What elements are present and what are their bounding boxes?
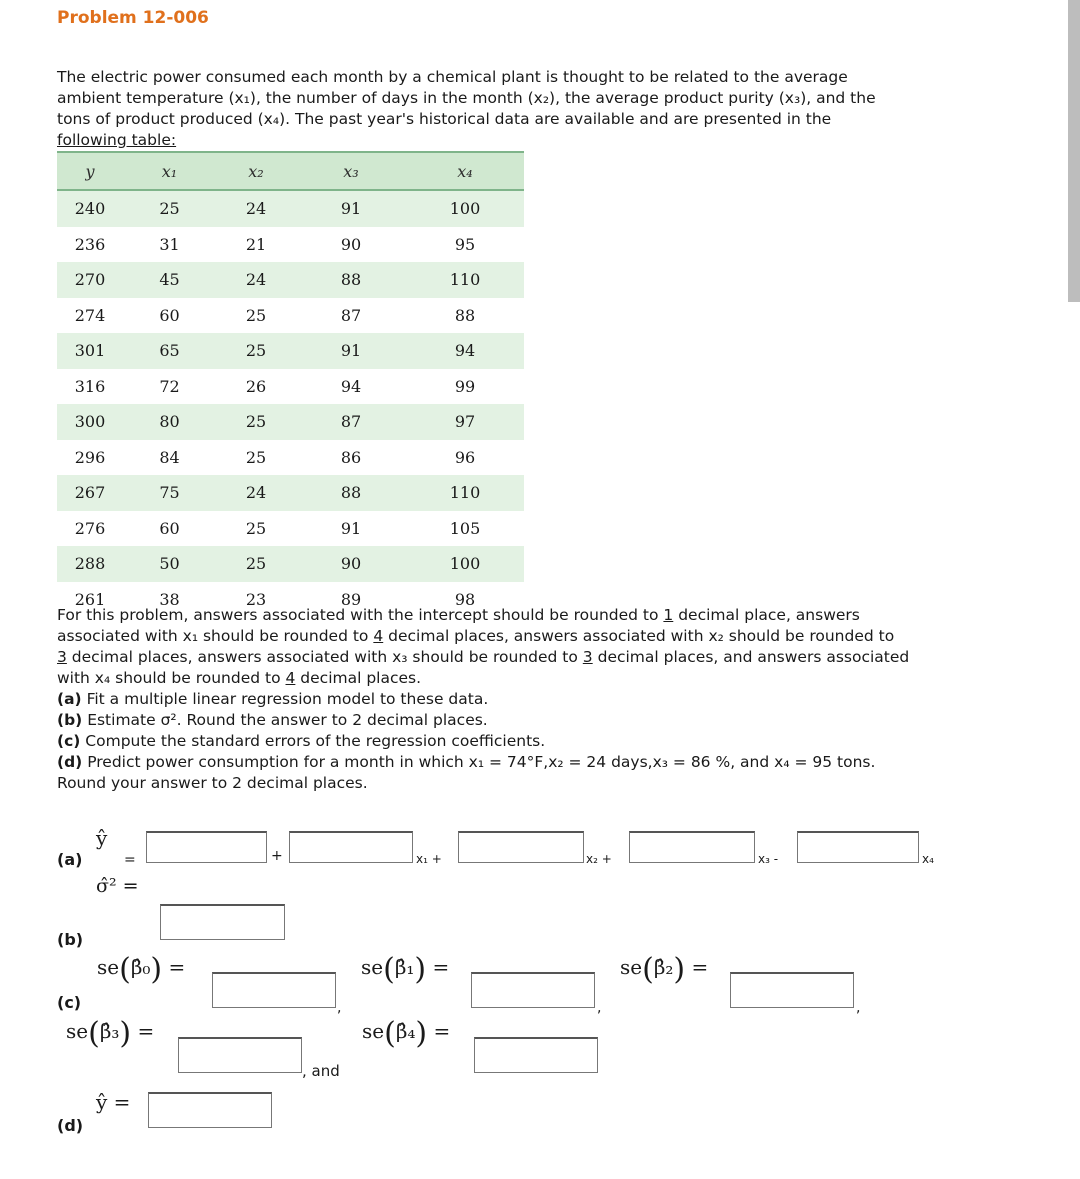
table-row bbox=[57, 369, 524, 405]
x2-coefficient-input[interactable] bbox=[458, 831, 584, 863]
part-label: (d) bbox=[57, 753, 83, 771]
table-cell: 270 bbox=[57, 262, 123, 298]
instruction-number: 1 bbox=[663, 606, 674, 624]
sigma-squared-input[interactable] bbox=[160, 904, 285, 940]
table-cell: 267 bbox=[57, 475, 123, 511]
part-label: (a) bbox=[57, 690, 82, 708]
instruction-text: decimal places, and answers associated bbox=[592, 648, 910, 666]
table-header: x₂ bbox=[216, 152, 296, 190]
table-cell: 25 bbox=[216, 333, 296, 369]
table-cell: 25 bbox=[216, 404, 296, 440]
table-cell: 75 bbox=[123, 475, 216, 511]
table-cell: 24 bbox=[216, 190, 296, 227]
paren: ) bbox=[415, 1016, 428, 1051]
table-cell: 105 bbox=[449, 518, 481, 538]
intro-line: ambient temperature (x₁), the number of days in the month (x₂), the average product purity (x₃), and the bbox=[57, 89, 876, 107]
part-label: (b) bbox=[57, 711, 83, 729]
and-text: , and bbox=[302, 1062, 340, 1080]
se-beta2-input[interactable] bbox=[730, 972, 854, 1008]
part-a-text: Fit a multiple linear regression model to these data. bbox=[81, 690, 489, 708]
table-cell: 25 bbox=[216, 546, 296, 582]
table-cell: 25 bbox=[245, 518, 267, 538]
beta1-symbol: β̂₁ bbox=[394, 955, 415, 979]
table-cell: 300 bbox=[57, 404, 123, 440]
se-beta4-label bbox=[362, 1016, 450, 1051]
data-table bbox=[57, 151, 524, 617]
se-beta2-label bbox=[620, 952, 708, 987]
part-label: (c) bbox=[57, 732, 81, 750]
instruction-number: 3 bbox=[582, 648, 593, 666]
table-cell: 274 bbox=[74, 305, 106, 325]
instruction-text: with x₄ should be rounded to bbox=[57, 669, 286, 687]
se-text: se bbox=[362, 1019, 385, 1043]
table-cell: 96 bbox=[454, 447, 476, 467]
se-text: se bbox=[361, 955, 384, 979]
table-cell: 84 bbox=[159, 447, 180, 467]
answer-label-b: (b) bbox=[57, 930, 84, 949]
instruction-text: decimal places, answers associated with x₂ should be rounded to bbox=[383, 627, 895, 645]
table-row bbox=[57, 298, 524, 334]
table-cell: 240 bbox=[57, 190, 123, 227]
intro-line: The electric power consumed each month by a chemical plant is thought to be related to the average bbox=[57, 68, 848, 86]
table-header: x₄ bbox=[406, 152, 524, 190]
answer-label-d: (d) bbox=[57, 1116, 84, 1135]
equals-sign: = bbox=[433, 1019, 451, 1043]
x2-term-label: x₂ + bbox=[586, 852, 612, 866]
se-beta3-label bbox=[66, 1016, 154, 1051]
beta4-symbol: β̂₄ bbox=[395, 1019, 416, 1043]
table-cell: 236 bbox=[74, 234, 106, 254]
se-beta0-label bbox=[97, 952, 185, 987]
answer-label-a: (a) bbox=[57, 850, 83, 869]
instruction-number: 3 bbox=[57, 648, 67, 666]
table-cell: 94 bbox=[340, 376, 362, 396]
table-row bbox=[57, 404, 524, 440]
x3-term-label: x₃ - bbox=[758, 852, 779, 866]
se-text: se bbox=[66, 1019, 89, 1043]
part-c-text: Compute the standard errors of the regression coefficients. bbox=[80, 732, 546, 750]
table-cell: 86 bbox=[340, 447, 362, 467]
table-cell: 65 bbox=[123, 333, 216, 369]
problem-title: Problem 12-006 bbox=[57, 8, 209, 28]
table-row bbox=[57, 475, 524, 511]
instruction-number: 4 bbox=[285, 669, 296, 687]
table-cell: 80 bbox=[123, 404, 216, 440]
paren: ) bbox=[119, 1016, 132, 1051]
comma: , bbox=[856, 1000, 861, 1016]
table-cell: 24 bbox=[216, 475, 296, 511]
x1-coefficient-input[interactable] bbox=[289, 831, 413, 863]
table-header: x₁ bbox=[123, 152, 216, 190]
table-cell: 301 bbox=[57, 333, 123, 369]
x1-term-label: x₁ + bbox=[416, 852, 442, 866]
table-cell: 91 bbox=[296, 190, 406, 227]
table-cell: 60 bbox=[159, 305, 180, 325]
table-cell: 110 bbox=[406, 475, 524, 511]
table-cell: 88 bbox=[296, 475, 406, 511]
equals-sign: = bbox=[124, 852, 136, 868]
beta0-symbol: β̂₀ bbox=[130, 955, 151, 979]
table-header: y bbox=[57, 152, 123, 190]
table-cell: 31 bbox=[159, 234, 180, 254]
table-cell: 25 bbox=[245, 305, 267, 325]
table-cell: 296 bbox=[74, 447, 106, 467]
equals-sign: = bbox=[691, 955, 709, 979]
paren: ) bbox=[414, 952, 427, 987]
table-cell: 72 bbox=[159, 376, 180, 396]
instruction-text: For this problem, answers associated with the intercept should be rounded to bbox=[57, 606, 664, 624]
y-hat-equals-label: ŷ = bbox=[96, 1090, 131, 1114]
table-cell: 25 bbox=[123, 190, 216, 227]
answer-label-c: (c) bbox=[57, 993, 82, 1012]
table-cell: 88 bbox=[454, 305, 476, 325]
paren: ) bbox=[673, 952, 686, 987]
se-beta0-input[interactable] bbox=[212, 972, 336, 1008]
table-cell: 100 bbox=[406, 190, 524, 227]
beta3-symbol: β̂₃ bbox=[99, 1019, 120, 1043]
table-cell: 60 bbox=[159, 518, 180, 538]
x4-term-label: x₄ bbox=[922, 852, 934, 866]
table-cell: 50 bbox=[123, 546, 216, 582]
x3-coefficient-input[interactable] bbox=[629, 831, 755, 863]
equals-sign: = bbox=[432, 955, 450, 979]
instruction-text: associated with x₁ should be rounded to bbox=[57, 627, 374, 645]
table-cell: 88 bbox=[296, 262, 406, 298]
table-row bbox=[57, 262, 524, 298]
equals-sign: = bbox=[168, 955, 186, 979]
paren: ( bbox=[88, 1016, 100, 1051]
y-hat-symbol: ŷ bbox=[96, 826, 108, 850]
paren: ( bbox=[384, 1016, 396, 1051]
table-cell: 87 bbox=[340, 305, 362, 325]
table-cell: 90 bbox=[296, 546, 406, 582]
table-cell: 100 bbox=[406, 546, 524, 582]
table-cell: 95 bbox=[454, 234, 476, 254]
table-cell: 26 bbox=[245, 376, 267, 396]
plus-sign: + bbox=[271, 848, 283, 864]
table-cell: 23 bbox=[245, 589, 267, 609]
se-text: se bbox=[620, 955, 643, 979]
scrollbar[interactable] bbox=[1068, 0, 1080, 302]
intro-line: following table: bbox=[57, 131, 177, 149]
paren: ( bbox=[383, 952, 395, 987]
beta2-symbol: β̂₂ bbox=[653, 955, 674, 979]
table-cell: 110 bbox=[406, 262, 524, 298]
table-cell: 316 bbox=[74, 376, 106, 396]
table-header: x₃ bbox=[296, 152, 406, 190]
table-cell: 45 bbox=[123, 262, 216, 298]
comma: , bbox=[337, 1000, 342, 1016]
table-cell: 99 bbox=[454, 376, 476, 396]
table-row bbox=[57, 227, 524, 263]
table-row bbox=[57, 440, 524, 476]
part-d-text: Predict power consumption for a month in which x₁ = 74°F,x₂ = 24 days,x₃ = 86 %, and x₄ = 95 tons. bbox=[82, 753, 876, 771]
instruction-text: decimal places, answers associated with x₃ should be rounded to bbox=[66, 648, 583, 666]
table-cell: 21 bbox=[245, 234, 267, 254]
table-cell: 24 bbox=[216, 262, 296, 298]
paren: ( bbox=[119, 952, 131, 987]
table-row bbox=[57, 333, 524, 369]
se-beta4-input[interactable] bbox=[474, 1037, 598, 1073]
instruction-text: decimal place, answers bbox=[673, 606, 860, 624]
part-d-text: Round your answer to 2 decimal places. bbox=[57, 774, 368, 792]
table-row bbox=[57, 190, 524, 227]
table-cell: 91 bbox=[340, 518, 362, 538]
table-cell: 91 bbox=[296, 333, 406, 369]
comma: , bbox=[597, 1000, 602, 1016]
table-cell: 97 bbox=[406, 404, 524, 440]
sigma-squared-symbol: σ̂² = bbox=[96, 875, 139, 897]
equals-sign: = bbox=[137, 1019, 155, 1043]
table-cell: 276 bbox=[74, 518, 106, 538]
paren: ( bbox=[642, 952, 654, 987]
se-beta3-input[interactable] bbox=[178, 1037, 302, 1073]
intro-line: tons of product produced (x₄). The past year's historical data are available and are presented in the bbox=[57, 110, 832, 128]
part-b-text: Estimate σ². Round the answer to 2 decimal places. bbox=[82, 711, 488, 729]
instruction-text: decimal places. bbox=[295, 669, 422, 687]
table-cell: 98 bbox=[454, 589, 476, 609]
se-beta1-input[interactable] bbox=[471, 972, 595, 1008]
se-beta1-label bbox=[361, 952, 449, 987]
intercept-input[interactable] bbox=[146, 831, 267, 863]
table-header-row bbox=[57, 152, 524, 190]
table-cell: 261 bbox=[74, 589, 106, 609]
x4-coefficient-input[interactable] bbox=[797, 831, 919, 863]
table-cell: 94 bbox=[406, 333, 524, 369]
table-cell: 89 bbox=[340, 589, 362, 609]
paren: ) bbox=[150, 952, 163, 987]
prediction-input[interactable] bbox=[148, 1092, 272, 1128]
problem-intro bbox=[57, 67, 1047, 151]
table-row bbox=[57, 511, 524, 547]
instructions bbox=[57, 605, 1057, 794]
table-cell: 25 bbox=[245, 447, 267, 467]
table-cell: 288 bbox=[57, 546, 123, 582]
instruction-number: 4 bbox=[373, 627, 384, 645]
table-cell: 87 bbox=[296, 404, 406, 440]
se-text: se bbox=[97, 955, 120, 979]
table-row bbox=[57, 546, 524, 582]
table-cell: 90 bbox=[340, 234, 362, 254]
table-cell: 38 bbox=[159, 589, 180, 609]
